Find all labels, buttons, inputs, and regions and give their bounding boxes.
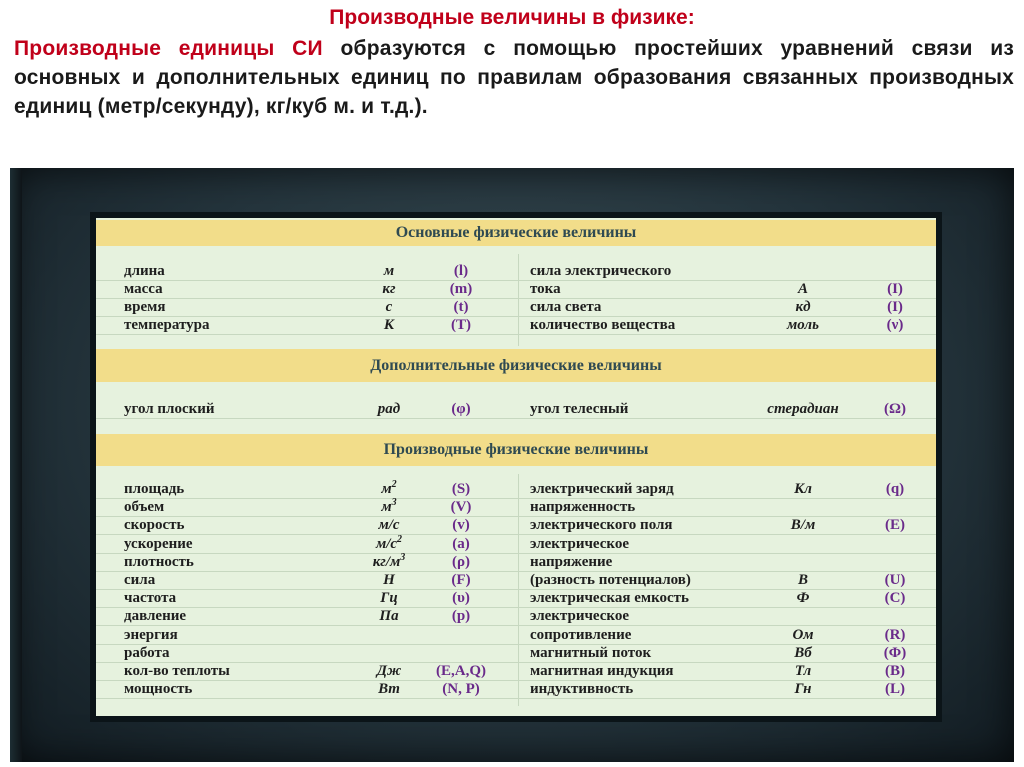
quantity-symbol: (B): [885, 663, 905, 679]
unit: кг: [382, 281, 396, 297]
unit-group: [354, 498, 424, 516]
quantity-name: электрического поля: [530, 517, 673, 534]
unit: Ом: [792, 626, 814, 643]
quantity-name: сопротивление: [530, 626, 632, 643]
quantity-symbol: (E,A,Q): [436, 663, 486, 679]
quantity-name: электрический заряд: [530, 481, 674, 497]
quantity-symbol: (Ω): [883, 401, 906, 417]
section-derived-header: Производные физические величины: [96, 434, 936, 466]
unit: В: [797, 572, 808, 588]
quantity-name: ускорение: [124, 535, 193, 552]
unit: Па: [379, 608, 399, 625]
slide-title: Производные величины в физике:: [329, 6, 695, 29]
quantity-name: электрическая емкость: [530, 590, 689, 607]
table-row: [96, 644, 936, 663]
unit-exponent: 3: [400, 551, 406, 563]
slide-header: [0, 0, 1024, 168]
section-basic-header: Основные физические величины: [96, 220, 936, 246]
body-text-accent: Производные единицы СИ: [14, 37, 323, 60]
table-row: [96, 480, 936, 499]
quantity-symbol: (N, P): [442, 681, 480, 698]
quantity-name: магнитный поток: [530, 644, 652, 661]
unit: Вб: [794, 644, 812, 661]
quantity-symbol: (I): [887, 281, 903, 297]
quantity-name: площадь: [124, 481, 185, 497]
quantity-name: электрическое: [530, 535, 630, 552]
quantity-symbol: (ν): [886, 317, 904, 333]
quantity-name: время: [124, 299, 166, 315]
table-row: [96, 535, 936, 554]
table-row: [96, 516, 936, 535]
quantity-symbol: (φ): [451, 401, 471, 417]
section-supplementary-header: Дополнительные физические величины: [96, 349, 936, 382]
quantity-symbol: (Φ): [883, 644, 907, 661]
unit: рад: [377, 401, 401, 417]
table-row: [96, 662, 936, 681]
quantity-name: масса: [124, 281, 163, 297]
quantity-name: давление: [124, 608, 187, 625]
unit: А: [797, 281, 808, 297]
quantity-name: индуктивность: [530, 681, 634, 698]
unit: Ф: [796, 590, 810, 607]
quantity-name: сила: [124, 572, 156, 588]
unit: м/с: [378, 517, 400, 534]
unit: м: [381, 481, 392, 497]
quantity-symbol: (F): [451, 572, 471, 588]
quantity-symbol: (q): [885, 481, 905, 497]
unit: Дж: [376, 663, 402, 679]
quantity-name: работа: [124, 644, 170, 661]
body-text-rest: образуются с помощью простейших уравнений связи из основных и дополнительных единиц по правилам образования связанных производных единиц (метр/секунду), кг/куб м. и т.д.).: [14, 37, 1014, 118]
quantity-symbol: (ρ): [451, 553, 471, 570]
table-row: [96, 400, 936, 419]
quantity-name: напряжение: [530, 553, 613, 570]
quantity-symbol: (S): [451, 481, 471, 497]
quantity-name: сила света: [530, 299, 602, 315]
unit: стерадиан: [767, 401, 839, 417]
table-row: [96, 571, 936, 590]
quantity-name: напряженность: [530, 499, 636, 516]
quantity-name: количество вещества: [530, 317, 676, 333]
quantity-symbol: (l): [453, 263, 469, 279]
quantity-symbol: (v): [452, 517, 470, 534]
unit: Вт: [378, 681, 400, 698]
quantity-symbol: (U): [884, 572, 906, 588]
unit: кд: [795, 299, 811, 315]
quantity-name: (разность потенциалов): [530, 572, 691, 588]
unit: м: [383, 263, 395, 279]
unit: В/м: [790, 517, 816, 534]
quantity-name: сила электрического: [530, 263, 672, 279]
unit-exponent: 2: [391, 479, 397, 490]
slide-body-text: [14, 34, 1014, 121]
unit-exponent: 3: [391, 497, 397, 509]
quantity-name: температура: [124, 317, 210, 333]
unit: м: [381, 499, 392, 516]
unit: моль: [787, 317, 819, 333]
quantity-symbol: (L): [885, 681, 905, 698]
quantity-name: плотность: [124, 553, 194, 570]
quantity-symbol: (m): [449, 281, 473, 297]
quantity-symbol: (I): [887, 299, 903, 315]
unit-exponent: 2: [397, 533, 403, 545]
unit: м/с: [375, 535, 398, 552]
quantity-name: кол-во теплоты: [124, 663, 230, 679]
unit: Кл: [794, 481, 812, 497]
quantity-name: угол плоский: [124, 401, 215, 417]
unit-group: [354, 553, 424, 571]
table-row: [96, 298, 936, 317]
quantity-symbol: (υ): [452, 590, 470, 607]
table-row: [96, 280, 936, 299]
quantity-name: магнитная индукция: [530, 663, 674, 679]
unit-group: [354, 480, 424, 498]
quantity-name: энергия: [124, 626, 178, 643]
quantity-symbol: (E): [885, 517, 905, 534]
quantity-name: частота: [124, 590, 177, 607]
table-row: [96, 316, 936, 335]
quantity-symbol: (p): [451, 608, 471, 625]
table-row: [96, 626, 936, 645]
quantity-symbol: (C): [884, 590, 906, 607]
table-row: [96, 607, 936, 626]
table-row: [96, 553, 936, 572]
quantity-name: объем: [124, 499, 165, 516]
table-row: [96, 589, 936, 608]
unit: Тл: [794, 663, 812, 679]
unit-group: [354, 535, 424, 553]
table-row: [96, 262, 936, 281]
unit: К: [383, 317, 395, 333]
table-row: [96, 680, 936, 699]
quantity-symbol: (V): [450, 499, 472, 516]
quantity-name: электрическое: [530, 608, 630, 625]
unit: с: [385, 299, 393, 315]
quantity-name: угол телесный: [530, 401, 629, 417]
quantity-symbol: (a): [452, 535, 470, 552]
table-row: [96, 498, 936, 517]
poster-border: [90, 212, 942, 722]
physics-quantities-poster: [96, 218, 936, 716]
unit: Гц: [380, 590, 398, 607]
poster-photo: [10, 168, 1014, 762]
quantity-name: тока: [530, 281, 561, 297]
quantity-name: длина: [124, 263, 165, 279]
unit: Гн: [794, 681, 812, 698]
unit: Н: [383, 572, 395, 588]
unit: кг/м: [372, 553, 401, 570]
quantity-symbol: (t): [453, 299, 469, 315]
quantity-symbol: (R): [884, 626, 906, 643]
quantity-name: скорость: [124, 517, 185, 534]
quantity-name: мощность: [124, 681, 193, 698]
quantity-symbol: (T): [451, 317, 471, 333]
